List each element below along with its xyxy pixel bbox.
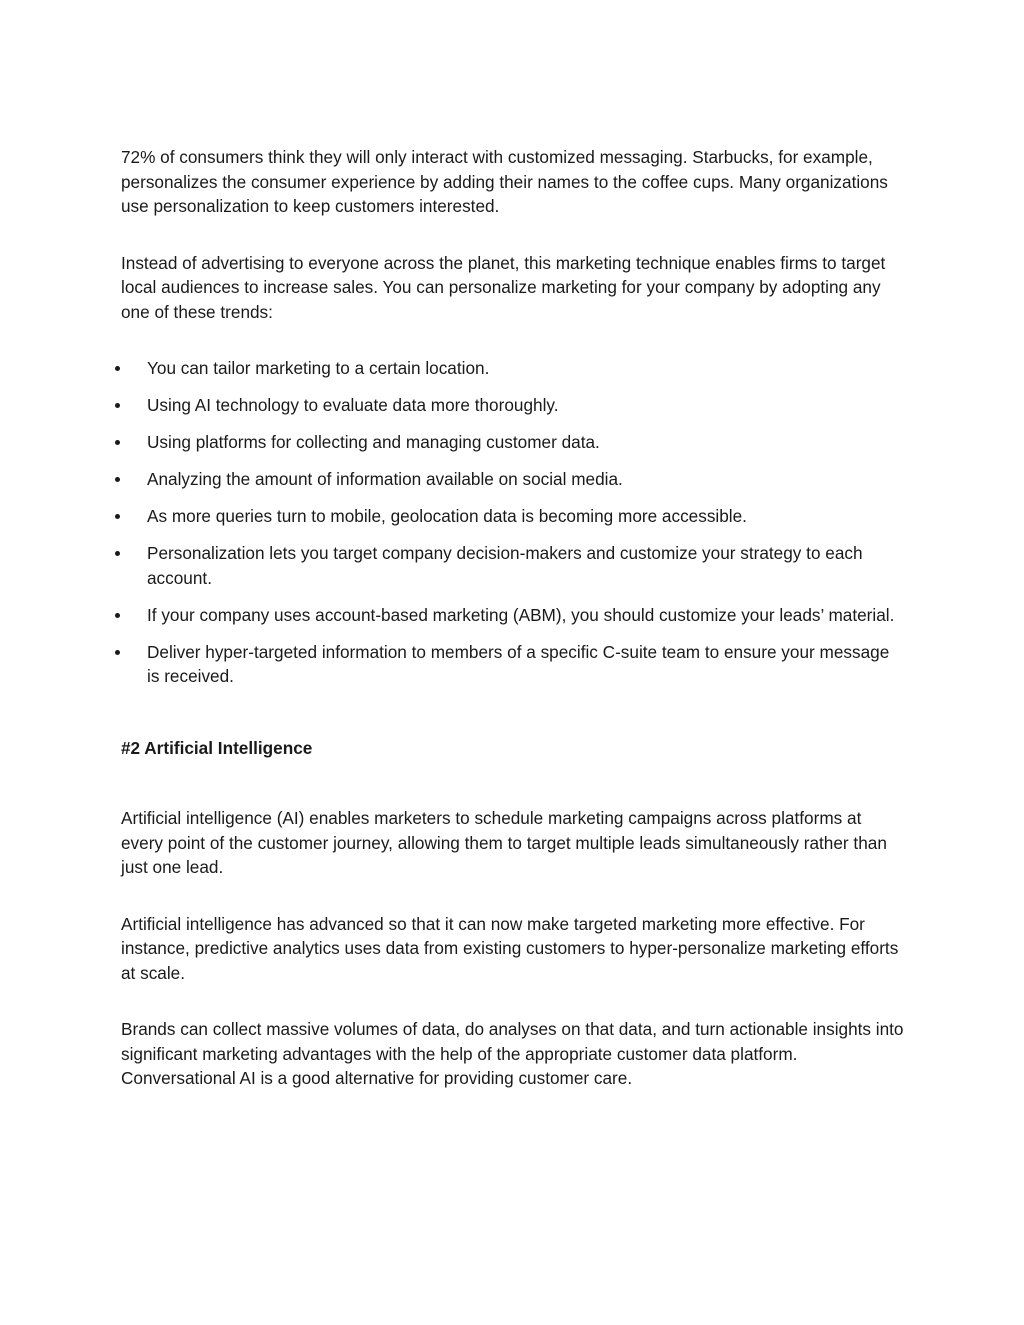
bullet-dot-icon: [115, 403, 120, 408]
list-item-text: As more queries turn to mobile, geolocation data is becoming more accessible.: [147, 506, 747, 526]
list-item: [121, 393, 906, 418]
bullet-dot-icon: [115, 477, 120, 482]
list-item-text: Deliver hyper-targeted information to members of a specific C-suite team to ensure your message is received.: [147, 641, 890, 686]
bullet-dot-icon: [115, 613, 120, 618]
intro-paragraph-personalization: 72% of consumers think they will only interact with customized messaging. Starbucks, for example, personalizes the consumer experience by adding their names to the coffee cups. Many organizations use personalization to keep customers interested.: [121, 147, 888, 216]
list-item: [121, 430, 906, 455]
list-item: [121, 504, 906, 529]
section-heading: #2 Artificial Intelligence: [121, 737, 313, 758]
ai-paragraph-scheduling: Artificial intelligence (AI) enables marketers to schedule marketing campaigns across platforms at every point of the customer journey, allowing them to target multiple leads simultaneously rather than just one lead.: [121, 808, 887, 877]
list-item-text: Personalization lets you target company decision-makers and customize your strategy to each account.: [147, 543, 863, 588]
bullet-dot-icon: [115, 551, 120, 556]
document-page: [121, 145, 906, 1091]
list-item-text: Using AI technology to evaluate data more thoroughly.: [147, 395, 559, 415]
bullet-dot-icon: [115, 366, 120, 371]
list-item: [121, 467, 906, 492]
list-item-text: You can tailor marketing to a certain location.: [147, 358, 490, 378]
intro-paragraph-local-targeting: Instead of advertising to everyone across the planet, this marketing technique enables firms to target local audiences to increase sales. You can personalize marketing for your company by adopting any one of these trends:: [121, 252, 886, 322]
bullet-dot-icon: [115, 514, 120, 519]
list-item: [121, 603, 906, 628]
bullet-dot-icon: [115, 650, 120, 655]
ai-paragraph-customer-data-platform: Brands can collect massive volumes of data, do analyses on that data, and turn actionable insights into significant marketing advantages with the help of the appropriate customer data platform. Conversational AI is a good alternative for providing customer care.: [121, 1019, 904, 1088]
list-item: [121, 541, 906, 590]
list-item: [121, 640, 906, 689]
list-item: [121, 356, 906, 381]
list-item-text: If your company uses account-based marketing (ABM), you should customize your leads’ material.: [147, 604, 895, 625]
list-item-text: Analyzing the amount of information available on social media.: [147, 469, 623, 489]
ai-paragraph-predictive-analytics: Artificial intelligence has advanced so that it can now make targeted marketing more effective. For instance, predictive analytics uses data from existing customers to hyper-personalize marketing efforts at scale.: [121, 913, 899, 983]
bullet-dot-icon: [115, 440, 120, 445]
trends-bullet-list: [121, 356, 906, 689]
list-item-text: Using platforms for collecting and managing customer data.: [147, 432, 600, 452]
